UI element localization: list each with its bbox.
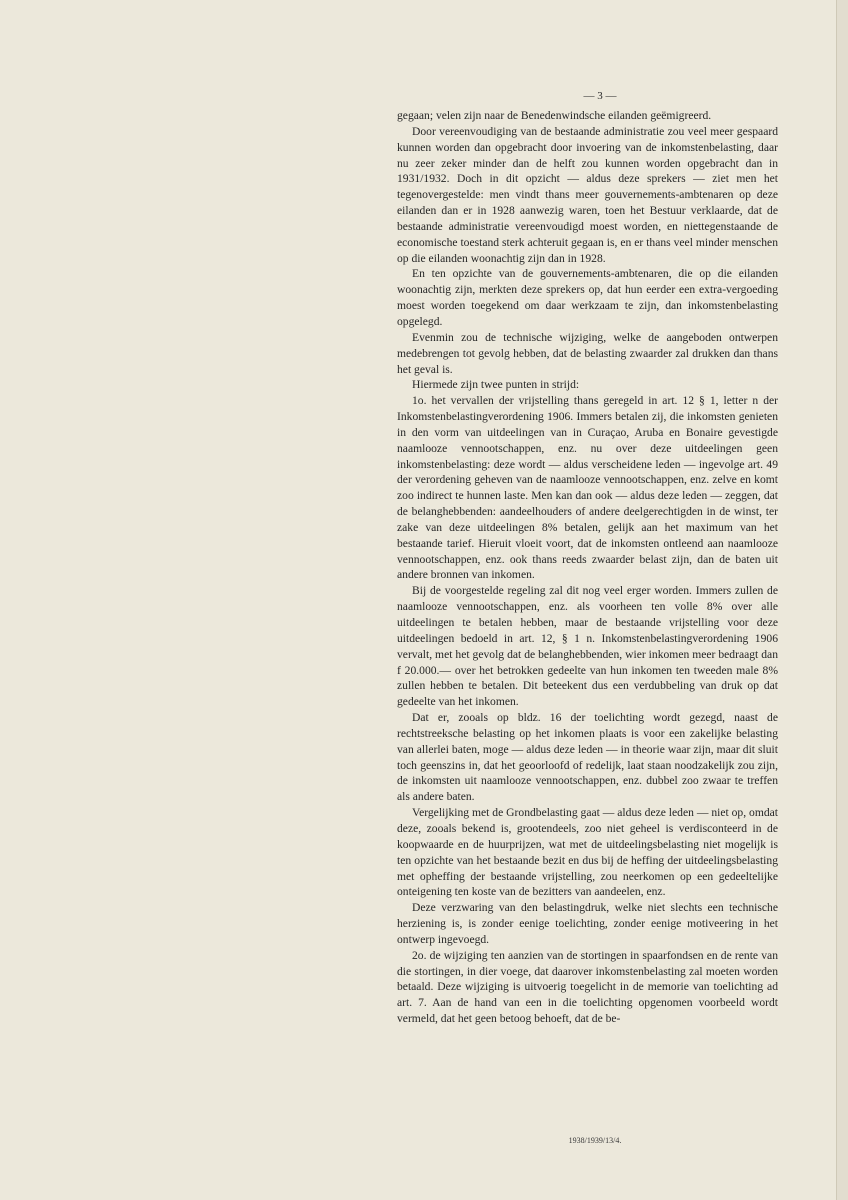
paragraph-7: Bij de voorgestelde regeling zal dit nog veel erger worden. Immers zullen de naamlooze vennootschappen, enz. als voorheen ten volle 8% over alle uitdeelingen te betalen hebben, maar de bestaande vrijstelling voor deze uitdeelingen bedoeld in art. 12, § 1 n. Inkomstenbelastingverordening 1906 vervalt, met het gevolg dat de belanghebbenden, wier inkomen meer bedraagt dan f 20.000.— over het betrokken gedeelte van hun inkomen ten tweeden male 8% zullen hebben te betalen. Dit beteekent dus een verdubbeling van druk op dat gedeelte van het inkomen. [397,584,778,709]
paragraph-11: 2o. de wijziging ten aanzien van de stortingen in spaarfondsen en de rente van die stortingen, in dier voege, dat daarover inkomstenbelasting zal moeten worden betaald. Deze wijziging is uitvoerig toegelicht in de memorie van toelichting ad art. 7. Aan de hand van een in die toelichting opgenomen voorbeeld wordt vermeld, dat het geen betoog behoeft, dat de be- [397,948,778,1026]
paragraph-5: Hiermede zijn twee punten in strijd: [412,378,580,392]
paragraph-6: 1o. het vervallen der vrijstelling thans geregeld in art. 12 § 1, letter n der Inkomstenbelastingverordening 1906. Immers betalen zij, die inkomsten genieten in den vorm van uitdeelingen van in Curaçao, Aruba en Bonaire gevestigde naamlooze vennootschappen, enz. nu over deze uitdeelingen geen inkomstenbelasting: deze wordt — aldus verscheidene leden — ingevolge art. 49 der verordening geheven van de naamlooze vennootschappen, enz. zelve en komt zoo indirect te hunnen laste. Men kan dan ook — aldus deze leden — zeggen, dat de belanghebbenden: aandeelhouders of andere deelgerechtigden in de winst, ter zake van deze uitdeelingen 8% betalen, gelijk aan het maximum van het bestaande tarief. Hieruit vloeit voort, dat de inkomsten ontleend aan naamlooze vennootschappen, enz. ook thans reeds zwaarder belast zijn, dan de baten uit andere bronnen van inkomen. [397,394,778,582]
page-number: — 3 — [583,90,617,102]
text-column [397,108,778,1027]
paragraph-3: En ten opzichte van de gouvernements-ambtenaren, die op die eilanden woonachtig zijn, merkten deze sprekers op, dat hun eerder een extra-vergoeding moest worden toegekend om daar werkzaam te zijn, dan inkomstenbelasting opgelegd. [397,267,778,328]
paragraph-2: Door vereenvoudiging van de bestaande administratie zou veel meer gespaard kunnen worden dan opgebracht door invoering van de inkomstenbelasting, daar nu zeer zeker minder dan de helft zou kunnen worden opgebracht dan in 1931/1932. Doch in dit opzicht — aldus deze sprekers — ziet men het tegenovergestelde: men vindt thans meer gouvernements-ambtenaren op deze eilanden dan er in 1928 aanwezig waren, toen het Bestuur verklaarde, dat de bestaande administratie vereenvoudigd moest worden, en niettegenstaande de economische toestand sterk achteruit gegaan is, en er thans veel minder menschen op die eilanden woonachtig zijn dan in 1928. [397,124,778,265]
paragraph-10: Deze verzwaring van den belastingdruk, welke niet slechts een technische herziening is, is zonder eenige toelichting, zonder eenige motiveering in het ontwerp ingevoegd. [397,901,778,946]
paragraph-9: Vergelijking met de Grondbelasting gaat — aldus deze leden — niet op, omdat deze, zooals bekend is, grootendeels, zoo niet geheel is verdisconteerd in de koopwaarde en de huurprijzen, wat met de uitdeelingsbelasting niet mogelijk is ten opzichte van het bestaande bezit en dus bij de heffing der uitdeelingsbelasting met opheffing der bestaande vrijstelling, zou neerkomen op een gedeeltelijke onteigening ten koste van de bezitters van aandeelen, enz. [397,806,778,899]
paragraph-1: gegaan; velen zijn naar de Benedenwindsche eilanden geëmigreerd. [397,109,712,122]
footer-code: 1938/1939/13/4. [568,1136,622,1145]
paragraph-4: Evenmin zou de technische wijziging, welke de aangeboden ontwerpen medebrengen tot gevolg hebben, dat de belasting zwaarder zal drukken dan thans het geval is. [397,330,778,376]
page-edge [836,0,848,1200]
paragraph-8: Dat er, zooals op bldz. 16 der toelichting wordt gezegd, naast de rechtstreeksche belasting op het inkomen plaats is voor een zakelijke belasting van allerlei baten, moge — aldus deze leden — in theorie waar zijn, maar dit sluit toch geenszins in, dat het geoorloofd of redelijk, laat staan noodzakelijk zou zijn, de inkomsten uit naamlooze vennootschappen, enz. dubbel zoo zwaar te treffen als andere baten. [397,711,778,804]
